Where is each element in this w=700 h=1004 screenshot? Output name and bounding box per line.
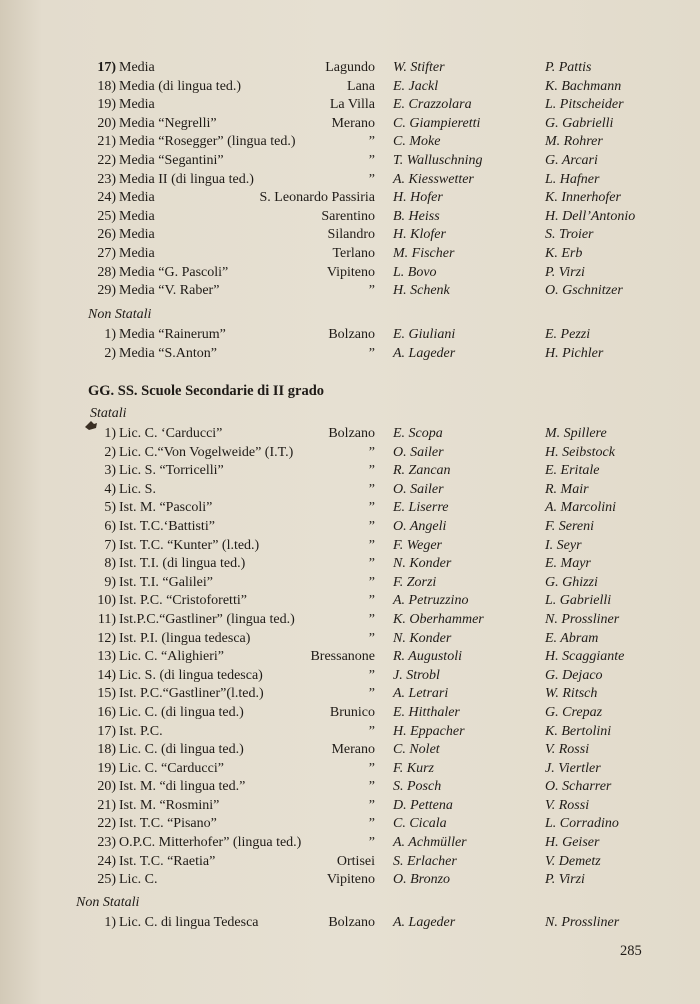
table-row	[0, 797, 700, 816]
school-name: Ist. M. “di lingua ted.”	[119, 779, 246, 795]
school-name: Media “Negrelli”	[119, 115, 217, 131]
location: Lagundo	[325, 60, 375, 75]
row-number: 1)	[104, 426, 116, 441]
table-row	[0, 264, 700, 283]
location: ”	[368, 463, 375, 479]
table-row	[0, 914, 700, 933]
section-heading: GG. SS. Scuole Secondarie di II grado	[88, 383, 325, 399]
row-number: 19)	[97, 97, 116, 113]
person-2: G. Gabrielli	[545, 115, 614, 131]
person-2: O. Gschnitzer	[545, 283, 623, 299]
person-2: M. Rohrer	[545, 134, 603, 150]
person-1: A. Kiesswetter	[393, 171, 474, 187]
person-2: V. Demetz	[545, 853, 601, 869]
school-name: Lic. C. di lingua Tedesca	[119, 915, 259, 930]
person-1: O. Bronzo	[393, 872, 451, 888]
row-number: 1)	[104, 915, 116, 930]
school-name: Lic. C. (di lingua ted.)	[119, 704, 244, 720]
row-number: 2)	[104, 345, 116, 361]
school-name: Lic. C.	[119, 872, 158, 888]
location: ”	[368, 760, 375, 776]
person-2: L. Gabrielli	[545, 593, 612, 609]
row-number: 21)	[97, 134, 116, 150]
school-name: Media (di lingua ted.)	[119, 78, 242, 94]
person-1: E. Giuliani	[393, 327, 456, 342]
school-name: Media “G. Pascoli”	[119, 264, 229, 280]
table-row	[0, 704, 700, 723]
person-1: T. Walluschning	[393, 152, 483, 168]
person-2: V. Rossi	[545, 742, 590, 758]
school-name: Lic. C. (di lingua ted.)	[119, 742, 244, 758]
person-2: K. Bachmann	[545, 78, 622, 94]
table-row	[0, 630, 700, 649]
row-number: 2)	[104, 444, 116, 460]
school-name: Media	[119, 190, 155, 206]
person-1: O. Angeli	[393, 518, 447, 534]
person-2: H. Dell’Antonio	[545, 208, 636, 224]
table-row	[0, 741, 700, 760]
row-number: 23)	[97, 835, 116, 851]
school-name: Ist. T.I. “Galilei”	[119, 574, 213, 590]
school-name: Ist. P.C.	[119, 723, 163, 739]
table-row	[0, 834, 700, 853]
row-number: 20)	[97, 115, 116, 131]
table-row	[0, 208, 700, 227]
person-2: O. Scharrer	[545, 779, 612, 795]
row-number: 17)	[97, 60, 116, 75]
table-row	[0, 648, 700, 667]
person-2: K. Bertolini	[545, 723, 612, 739]
person-1: S. Erlacher	[393, 853, 457, 869]
person-1: M. Fischer	[393, 245, 455, 261]
statali-label: Statali	[90, 406, 127, 421]
school-name: Media “S.Anton”	[119, 345, 217, 361]
person-2: G. Ghizzi	[545, 574, 598, 590]
row-number: 20)	[97, 779, 116, 795]
location: La Villa	[329, 97, 375, 113]
location: ”	[368, 171, 375, 187]
non-statali-label-2: Non Statali	[76, 895, 140, 910]
person-2: J. Viertler	[545, 760, 601, 776]
location: ”	[368, 686, 375, 702]
row-number: 29)	[97, 283, 116, 299]
person-1: A. Letrari	[393, 686, 449, 702]
row-number: 5)	[104, 500, 116, 516]
person-1: S. Posch	[393, 779, 442, 795]
location: ”	[368, 500, 375, 516]
table-row	[0, 425, 700, 444]
person-1: H. Klofer	[393, 227, 446, 243]
person-2: G. Dejaco	[545, 667, 603, 683]
school-name: Ist. P.C. “Cristoforetti”	[119, 593, 247, 609]
school-name: Media	[119, 97, 155, 113]
table-row	[0, 282, 700, 301]
row-number: 22)	[97, 152, 116, 168]
row-number: 18)	[97, 78, 116, 94]
table-row	[0, 778, 700, 797]
person-1: A. Lageder	[393, 915, 456, 930]
school-name: Media “Segantini”	[119, 152, 224, 168]
row-number: 4)	[104, 481, 116, 497]
table-row	[0, 245, 700, 264]
person-2: K. Innerhofer	[545, 190, 621, 206]
table-row	[0, 853, 700, 872]
table-row	[0, 611, 700, 630]
table-row	[0, 115, 700, 134]
row-number: 14)	[97, 667, 116, 683]
location: ”	[368, 723, 375, 739]
person-2: P. Pattis	[545, 60, 592, 75]
table-row	[0, 815, 700, 834]
person-2: I. Seyr	[545, 537, 582, 553]
person-1: H. Eppacher	[393, 723, 465, 739]
school-name: Ist. T.C. “Raetia”	[119, 853, 216, 869]
table-row	[0, 96, 700, 115]
person-2: E. Abram	[545, 630, 599, 646]
location: Brunico	[329, 704, 375, 720]
row-number: 19)	[97, 760, 116, 776]
person-1: O. Sailer	[393, 481, 444, 497]
school-name: Ist. P.C.“Gastliner”(l.ted.)	[119, 686, 264, 702]
row-number: 25)	[97, 208, 116, 224]
person-2: P. Virzi	[545, 264, 585, 280]
school-name: Lic. S. (di lingua tedesca)	[119, 667, 263, 683]
school-name: Media	[119, 245, 155, 261]
table-row	[0, 133, 700, 152]
location: ”	[368, 797, 375, 813]
person-1: E. Jackl	[393, 78, 439, 94]
person-2: A. Marcolini	[545, 500, 617, 516]
school-name: Ist. M. “Rosmini”	[119, 797, 220, 813]
person-1: L. Bovo	[393, 264, 437, 280]
person-1: F. Weger	[393, 537, 442, 553]
table-row	[0, 345, 700, 364]
location: Merano	[331, 115, 375, 131]
person-1: H. Schenk	[393, 283, 450, 299]
person-1: O. Sailer	[393, 444, 444, 460]
person-2: N. Prossliner	[545, 611, 620, 627]
person-2: E. Eritale	[545, 463, 600, 479]
row-number: 25)	[97, 872, 116, 888]
table-row	[0, 481, 700, 500]
table-row	[0, 462, 700, 481]
table-row	[0, 723, 700, 742]
table-row	[0, 152, 700, 171]
school-name: Ist. T.C. “Pisano”	[119, 816, 217, 832]
school-name: Lic. S. “Torricelli”	[119, 463, 224, 479]
table-row	[0, 78, 700, 97]
table-row	[0, 226, 700, 245]
school-name: Ist. T.C. “Kunter” (l.ted.)	[119, 537, 260, 553]
person-1: H. Hofer	[393, 190, 443, 206]
row-number: 13)	[97, 649, 116, 665]
person-1: K. Oberhammer	[393, 611, 484, 627]
person-1: J. Strobl	[393, 667, 440, 683]
person-2: K. Erb	[545, 245, 583, 261]
row-number: 11)	[97, 611, 116, 627]
location: ”	[368, 630, 375, 646]
person-2: W. Ritsch	[545, 686, 598, 702]
page-number: 285	[620, 943, 642, 959]
row-number: 22)	[97, 816, 116, 832]
person-1: F. Zorzi	[393, 574, 437, 590]
location: Sarentino	[321, 208, 375, 224]
row-number: 16)	[97, 704, 116, 720]
person-1: R. Zancan	[393, 463, 451, 479]
person-2: L. Pitscheider	[545, 97, 624, 113]
location: ”	[368, 518, 375, 534]
person-1: E. Liserre	[393, 500, 449, 516]
location: ”	[368, 444, 375, 460]
person-2: S. Troier	[545, 227, 594, 243]
school-name: Media	[119, 60, 155, 75]
person-1: C. Moke	[393, 134, 441, 150]
table-row	[0, 59, 700, 78]
row-number: 23)	[97, 171, 116, 187]
location: Bolzano	[328, 915, 375, 930]
table-row	[0, 555, 700, 574]
location: ”	[368, 134, 375, 150]
location: ”	[368, 816, 375, 832]
table-row	[0, 592, 700, 611]
person-2: L. Corradino	[545, 816, 619, 832]
location: Bolzano	[328, 426, 375, 441]
first-block-list	[0, 59, 700, 301]
location: Terlano	[332, 245, 375, 261]
location: ”	[368, 152, 375, 168]
school-name: Media	[119, 227, 155, 243]
table-row	[0, 518, 700, 537]
row-number: 26)	[97, 227, 116, 243]
school-name: Ist. T.C.‘Battisti”	[119, 518, 215, 534]
row-number: 8)	[104, 556, 116, 572]
table-row	[0, 189, 700, 208]
school-name: Media “V. Raber”	[119, 283, 220, 299]
person-1: F. Kurz	[393, 760, 434, 776]
row-number: 18)	[97, 742, 116, 758]
location: ”	[368, 593, 375, 609]
location: S. Leonardo Passiria	[259, 190, 375, 206]
row-number: 7)	[104, 537, 116, 553]
person-2: N. Prossliner	[545, 915, 620, 930]
school-name: Lic. C.“Von Vogelweide” (I.T.)	[119, 444, 294, 460]
person-2: E. Pezzi	[545, 327, 591, 342]
location: ”	[368, 779, 375, 795]
location: Merano	[331, 742, 375, 758]
person-2: R. Mair	[545, 481, 589, 497]
row-number: 9)	[104, 574, 116, 590]
secondary-schools-list	[0, 425, 700, 890]
person-1: D. Pettena	[393, 797, 453, 813]
row-number: 10)	[97, 593, 116, 609]
person-2: H. Scaggiante	[545, 649, 625, 665]
person-2: V. Rossi	[545, 797, 590, 813]
school-name: Lic. C. ‘Carducci”	[119, 426, 223, 441]
location: Vipiteno	[326, 264, 375, 280]
person-1: E. Scopa	[393, 426, 443, 441]
person-2: L. Hafner	[545, 171, 600, 187]
location: ”	[368, 537, 375, 553]
table-row	[0, 667, 700, 686]
person-2: H. Geiser	[545, 835, 600, 851]
person-1: C. Nolet	[393, 742, 440, 758]
table-row	[0, 574, 700, 593]
table-row	[0, 685, 700, 704]
person-2: G. Crepaz	[545, 704, 603, 720]
location: ”	[368, 574, 375, 590]
non-statali-list-2	[0, 914, 700, 933]
location: ”	[368, 835, 375, 851]
location: Bressanone	[310, 649, 375, 665]
person-1: R. Augustoli	[393, 649, 462, 665]
table-row	[0, 326, 700, 345]
table-row	[0, 760, 700, 779]
row-number: 28)	[97, 264, 116, 280]
row-number: 27)	[97, 245, 116, 261]
person-1: C. Cicala	[393, 816, 447, 832]
person-1: W. Stifter	[393, 60, 445, 75]
table-row	[0, 871, 700, 890]
location: ”	[368, 283, 375, 299]
location: Ortisei	[336, 853, 375, 869]
row-number: 24)	[97, 853, 116, 869]
person-1: A. Lageder	[393, 345, 456, 361]
person-1: A. Petruzzino	[393, 593, 469, 609]
person-2: H. Pichler	[545, 345, 604, 361]
location: Lana	[347, 78, 375, 94]
person-1: B. Heiss	[393, 208, 440, 224]
table-row	[0, 171, 700, 190]
table-row	[0, 444, 700, 463]
school-name: Media “Rosegger” (lingua ted.)	[119, 134, 296, 150]
person-2: H. Seibstock	[545, 444, 615, 460]
school-name: Media II (di lingua ted.)	[119, 171, 254, 187]
school-name: Ist. P.I. (lingua tedesca)	[119, 630, 251, 646]
school-name: Ist.P.C.“Gastliner” (lingua ted.)	[119, 611, 295, 627]
location: ”	[368, 345, 375, 361]
school-name: Ist. T.I. (di lingua ted.)	[119, 556, 246, 572]
row-number: 1)	[104, 327, 116, 342]
person-1: N. Konder	[393, 630, 452, 646]
person-2: G. Arcari	[545, 152, 598, 168]
row-number: 12)	[97, 630, 116, 646]
location: Silandro	[327, 227, 375, 243]
location: ”	[368, 556, 375, 572]
person-1: A. Achmüller	[393, 835, 467, 851]
table-row	[0, 499, 700, 518]
row-number: 3)	[104, 463, 116, 479]
person-2: M. Spillere	[545, 426, 607, 441]
school-name: Lic. S.	[119, 481, 156, 497]
person-1: E. Hitthaler	[393, 704, 460, 720]
non-statali-list-1	[0, 326, 700, 363]
person-1: E. Crazzolara	[393, 97, 472, 113]
row-number: 17)	[97, 723, 116, 739]
row-number: 21)	[97, 797, 116, 813]
person-1: N. Konder	[393, 556, 452, 572]
table-row	[0, 537, 700, 556]
location: ”	[368, 667, 375, 683]
school-name: Lic. C. “Alighieri”	[119, 649, 224, 665]
row-number: 15)	[97, 686, 116, 702]
location: ”	[368, 611, 375, 627]
person-2: F. Sereni	[545, 518, 594, 534]
row-number: 24)	[97, 190, 116, 206]
school-name: Media “Rainerum”	[119, 327, 226, 342]
person-1: C. Giampieretti	[393, 115, 481, 131]
person-2: E. Mayr	[545, 556, 591, 572]
location: Bolzano	[328, 327, 375, 342]
non-statali-label: Non Statali	[88, 307, 152, 322]
row-number: 6)	[104, 518, 116, 534]
location: ”	[368, 481, 375, 497]
school-name: Media	[119, 208, 155, 224]
school-name: Ist. M. “Pascoli”	[119, 500, 213, 516]
school-name: Lic. C. “Carducci”	[119, 760, 224, 776]
location: Vipiteno	[326, 872, 375, 888]
school-name: O.P.C. Mitterhofer” (lingua ted.)	[119, 835, 302, 851]
person-2: P. Virzi	[545, 872, 585, 888]
